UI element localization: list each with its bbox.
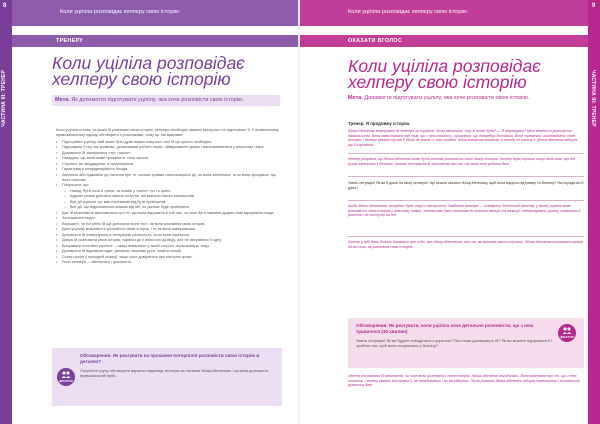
story-question-1: Уявіть ситуацію! Як ви б діяли на місці хелпера? Що можна сказати Жінці-Метелику, щоб вона відчула підтримку та безпеку? Які поради ви б дали?	[348, 181, 584, 190]
left-bullet-list	[56, 140, 280, 265]
left-goal-label: Мета.	[55, 97, 70, 103]
list-item: • Виправити стосовно уцілілої — якщо виявляєте у своїй стороні, ізольованість тощо.	[56, 244, 280, 249]
left-intro: Коли уціліла готова, чи може їй розказати свою історію, хелпери необхідно уважно вислухати та підготувати її. У правильному правозахисному підході обговорить з учасниками, чому це так важливо:	[56, 128, 279, 137]
list-item: • Підготувати уцілілу, якій може бути дуже важко говорити, але їй це просто необхідно.	[56, 140, 280, 145]
right-side-strip	[588, 0, 600, 424]
left-side-label: ЧАСТИНА III: ТРЕНЕР	[1, 70, 7, 127]
left-discussion-title: Обговорення. Як реагувати на прохання потерпілої розповісти свою історію в деталях?	[80, 353, 260, 364]
story-paragraph-1: Жінка-Метелик звернулася до хелпера за порадою. Вона запитала: «Що зі мною буде? — Я обговорюю? Мені хочеться розповісти навколишнім. Вона замислилася над тим, що з нею сталося, і зрозуміла, що потребує допомоги. Вона тремтіла, розповідаючи свою історію, і хелпер уважно слухав її. Вона не знала, з чого почати. Вона говорила повільно, а хелпер не квапив її. Жінка-Метелик відчула, що її слухають.	[348, 129, 578, 147]
left-section-band	[12, 35, 300, 47]
list-item: • Допомогти їй відновити вдих, дихання, можливі рухи, знайти спокій.	[56, 249, 280, 254]
right-page-number: 9	[592, 3, 596, 9]
list-item: • Слухати, не засуджуючи, а підтримуючи.	[56, 162, 280, 167]
list-item: • Дає їй можливість висловитися про те, що вона відчувала в той час, чи хоче бути навчена додати нові міркування сюди.	[56, 211, 280, 216]
discussion-badge-label: ДИСКУСІЯ	[560, 336, 574, 339]
list-item: • Стати рухом у прохідній позиції, якщо хоче довіритися про наступні кроки.	[56, 255, 280, 260]
list-item: • Допомогти їй залишатися «тут і зараз».	[56, 151, 280, 156]
discussion-badge-label: ДИСКУСІЯ	[59, 380, 73, 383]
list-item: • Дякую їй розповісти свою історію, вдаючи до її власного досвіду, але не висуваючи її одну.	[56, 238, 280, 243]
story-paragraph-3: Щодо Жінки-Метелика: потрібно бути поруч і вислухати. Завдання хелпера — створити безпечний простір, у якому уціліла може розповісти свою історію у власному темпі. Хелпер має бути готовим до сильних емоцій та реакцій, підтримувати уцілілу, поважати її рішення і не тиснути на неї.	[348, 204, 581, 218]
story-paragraph-5: Хелпер поставила їй запитання, чи хоче вона розповісти свою історію. Жінка-Метелик погодилась. Вона розповіла про те, що з нею сталося, і хелпер уважно вислухала її, не перебиваючи і не засуджуючи. Після розмови Жінка-Метелик відчула полегшення і готовність рухатися далі.	[348, 374, 580, 388]
right-page	[300, 0, 600, 424]
right-heading: Коли уціліла розповідає хелперу свою історію	[348, 56, 541, 92]
story-paragraph-4: Хелпер у цей день більше дізналася про себе, про Жінку-Метелика, про те, як важливо вміти слухати. Жінка-Метелик почувалася краще після того, як розповіла свою історію.	[348, 240, 584, 249]
list-item: • Підтримати її під час розмови, дозволивши робити паузи, обміркованих даних і висловлюватися у власному темпі.	[56, 145, 280, 150]
right-discussion-text: Уявіть ситуацію! Як ви будете поводитися з уцілілою? Які слова допоможуть їй? Як ви можете підтримати її і зробити так, щоб вона почувалася у безпеці?	[356, 338, 553, 348]
right-top-bar	[300, 0, 588, 26]
discussion-badge	[57, 368, 75, 386]
left-section-label: ТРЕНЕРУ	[56, 38, 83, 44]
left-side-strip	[0, 0, 12, 424]
right-section-band	[300, 35, 588, 47]
right-discussion-title: Обговорення. Як реагувати, коли уціліла хоче детально розповісти, що з нею трапилося (30 хвилин)	[356, 323, 534, 334]
list-item: • Залишатися поруч.	[56, 216, 280, 221]
right-discussion-box	[348, 318, 584, 368]
group-icon	[562, 326, 572, 335]
list-item: • Дати уцілілій можливість розповісти свою історію, і те як вона завершилась.	[56, 227, 280, 232]
sub-list-item: – Назад, бути хоча б трохи, та мовби у «коло» тут і є цінно.	[56, 189, 280, 194]
left-discussion-text: Попросіть групу обговорити варіанти відповіді хелпера на питання Жінки-Метелика, і як вона допомогти правозахисній прібі.	[80, 368, 269, 378]
divider	[348, 236, 584, 237]
right-goal-text: Допомогти підготувати уцілілу, яка хоче розповісти свою історію.	[364, 95, 530, 101]
list-item: • Гарантувати конфіденційність бесіди.	[56, 167, 280, 172]
list-item: • Нагадати, що вона може припинити, коли захоче.	[56, 156, 280, 161]
sub-list-item: – Все дії, що відрізняються жінкою від неї, не раніше буде прийнятна.	[56, 205, 280, 210]
divider	[348, 176, 584, 177]
left-page-number: 8	[3, 3, 7, 9]
list-item: • Вирішити, чи потрібно їй ще допомога після того, як вона розповіла свою історію.	[56, 222, 280, 227]
left-body	[56, 128, 280, 346]
group-icon	[61, 370, 71, 379]
list-item: • Попросити, що:	[56, 183, 280, 188]
sub-list-item: – Будемо разом ділитися наших почуттів, які зазнали такого насильства.	[56, 194, 280, 199]
list-item: • Допомогти їй повернутися в теперішню реальність, коли вона закінчила.	[56, 233, 280, 238]
divider	[348, 200, 584, 201]
list-item: • Запитати або підказати до питання про те, скільки травми насильницької дії, як вона змінилася, та як вона зрозуміла, що вона посилає.	[56, 173, 280, 183]
left-top-title: Коли уцілілa розповідає хелперу свою історію	[60, 9, 179, 15]
list-item: • Роль хелпера — вислухати і допомогти.	[56, 260, 280, 265]
left-top-bar	[12, 0, 300, 26]
left-heading: Коли уціліла розповідає хелперу свою історію	[52, 53, 245, 89]
story-paragraph-2: Хелпер розуміла, що Жінка-Метелик може бути готова розповісти свою повну історію. Хелпер була хороша, якщо вона знає, що від цього залежить її безпека. Хелпер поставила їй запитання про те, що вона хоче робити далі.	[348, 157, 575, 166]
right-side-label: ЧАСТИНА III: ТРЕНЕР	[590, 70, 596, 127]
left-discussion-box	[52, 348, 282, 406]
sub-list-item: – Все дії уцілілої тут має перевагою від бути прийнятим.	[56, 200, 280, 205]
right-goal-label: Мета.	[348, 95, 363, 101]
divider	[348, 153, 584, 154]
right-top-title: Коли уціліла розповідає хелперу свою історію	[348, 9, 467, 15]
discussion-badge	[558, 324, 576, 342]
right-goal	[348, 95, 580, 102]
story-label: Тренер. Я продовжу історію.	[348, 121, 411, 126]
right-section-label: ОКАЗАТИ ВГОЛОС	[348, 38, 403, 44]
left-goal	[52, 95, 280, 106]
left-goal-text: Як допомогти підготувати уцілілу, яка хоче розповісти свою історію.	[71, 97, 244, 103]
